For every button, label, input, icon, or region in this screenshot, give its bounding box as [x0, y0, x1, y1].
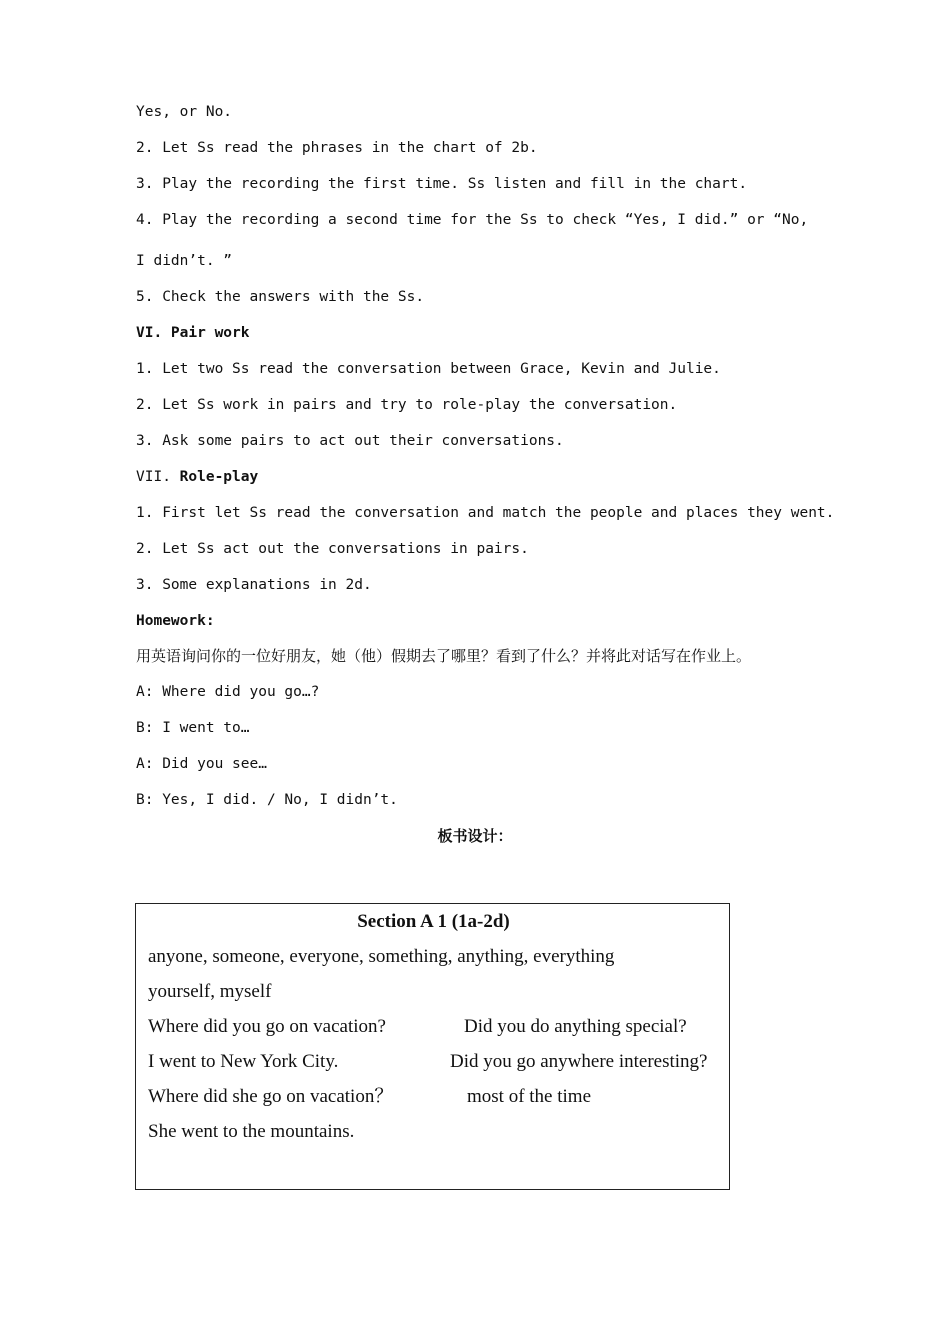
- step-4: 4. Play the recording a second time for the Ss to check “Yes, I did.” or “No,: [136, 212, 809, 228]
- section-number: VII.: [136, 469, 180, 485]
- board-row-5-right: most of the time: [467, 1086, 592, 1107]
- dialogue-line-4: B: Yes, I did. / No, I didn’t.: [136, 792, 398, 808]
- board-row-4-left: I went to New York City.: [148, 1051, 339, 1072]
- pair-step-2: 2. Let Ss work in pairs and try to role-play the conversation.: [136, 397, 678, 413]
- board-row-4-right: Did you go anywhere interesting?: [450, 1051, 708, 1072]
- pair-step-1: 1. Let two Ss read the conversation between Grace, Kevin and Julie.: [136, 361, 721, 377]
- step-2: 2. Let Ss read the phrases in the chart of 2b.: [136, 140, 538, 156]
- board-row-reflexives: yourself, myself: [148, 981, 272, 1002]
- board-row-6: She went to the mountains.: [148, 1121, 355, 1142]
- homework-instruction: 用英语询问你的一位好朋友，她（他）假期去了哪里？看到了什么？并将此对话写在作业上。: [136, 647, 752, 665]
- board-row-pronouns: anyone, someone, everyone, something, anything, everything: [148, 946, 615, 967]
- role-step-2: 2. Let Ss act out the conversations in pairs.: [136, 541, 529, 557]
- board-row-3-right: Did you do anything special?: [464, 1016, 687, 1037]
- section-heading-pair-work: VI. Pair work: [136, 325, 250, 341]
- blackboard-design-box: [135, 903, 730, 1190]
- board-design-heading: 板书设计：: [437, 827, 513, 845]
- role-step-3: 3. Some explanations in 2d.: [136, 577, 372, 593]
- dialogue-line-1: A: Where did you go…?: [136, 684, 320, 700]
- homework-heading: Homework:: [136, 613, 215, 629]
- step-5: 5. Check the answers with the Ss.: [136, 289, 425, 305]
- dialogue-line-2: B: I went to…: [136, 720, 250, 736]
- step-3: 3. Play the recording the first time. Ss listen and fill in the chart.: [136, 176, 748, 192]
- section-title: Role-play: [179, 469, 259, 485]
- board-row-5-left: Where did she go on vacation？: [148, 1086, 394, 1107]
- board-title: Section A 1 (1a-2d): [357, 911, 510, 932]
- text-line: Yes, or No.: [136, 104, 233, 120]
- dialogue-line-3: A: Did you see…: [136, 756, 267, 772]
- pair-step-3: 3. Ask some pairs to act out their conversations.: [136, 433, 564, 449]
- section-heading-role-play: [136, 467, 258, 487]
- step-4-continued: I didn’t. ”: [136, 253, 233, 269]
- role-step-1: 1. First let Ss read the conversation and match the people and places they went.: [136, 505, 835, 521]
- board-row-3-left: Where did you go on vacation?: [148, 1016, 386, 1037]
